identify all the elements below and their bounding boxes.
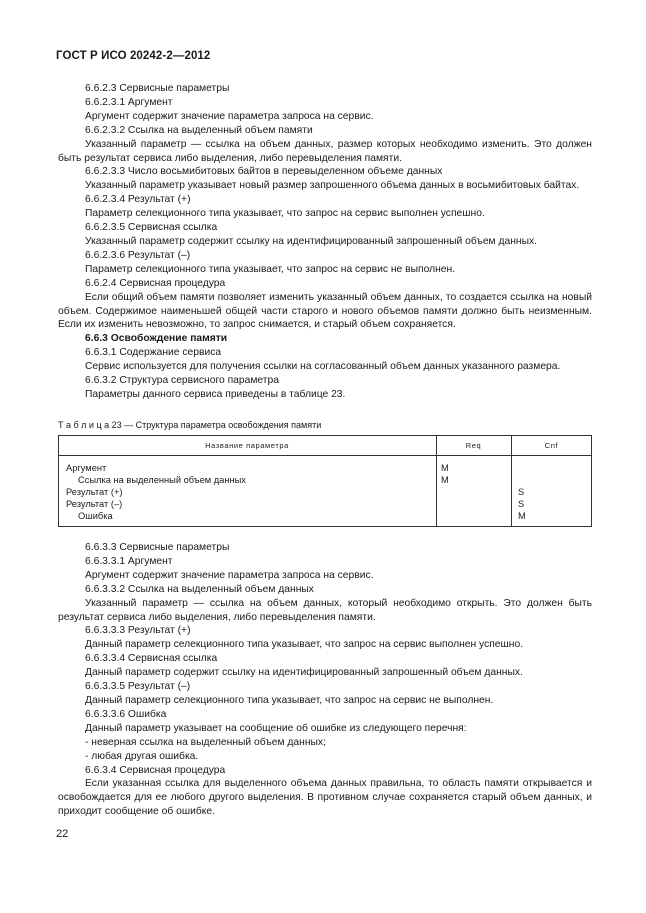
header-parameter-name: Название параметра xyxy=(59,436,437,456)
parameter-name: Результат (–) xyxy=(66,499,123,509)
paragraph: 6.6.2.3.4 Результат (+) xyxy=(85,194,191,206)
req-value xyxy=(441,486,511,498)
req-values-cell xyxy=(437,456,512,527)
paragraph: 6.6.3.3 Сервисные параметры xyxy=(85,542,230,553)
parameter-name: Ссылка на выделенный объем данных xyxy=(78,475,246,485)
header-req: Req xyxy=(437,436,512,456)
req-value: M xyxy=(441,463,449,473)
cnf-values-cell xyxy=(512,456,592,527)
req-value xyxy=(441,510,511,522)
req-value xyxy=(441,498,511,510)
paragraph: 6.6.3.3.2 Ссылка на выделенный объем данных xyxy=(85,583,314,595)
parameter-name: Результат (+) xyxy=(66,487,123,497)
paragraph: Аргумент содержит значение параметра запроса на сервис. xyxy=(85,569,374,581)
paragraph: 6.6.3.1 Содержание сервиса xyxy=(85,347,222,359)
paragraph: 6.6.2.3.1 Аргумент xyxy=(85,96,173,108)
parameter-names-cell xyxy=(59,456,437,527)
paragraph: 6.6.2.3.5 Сервисная ссылка xyxy=(85,222,218,234)
parameter-name: Аргумент xyxy=(66,463,107,473)
paragraph: - неверная ссылка на выделенный объем данных; xyxy=(85,736,326,748)
paragraph: 6.6.3.3.4 Сервисная ссылка xyxy=(85,653,218,665)
cnf-value xyxy=(518,474,591,486)
paragraph: 6.6.3.4 Сервисная процедура xyxy=(85,764,226,776)
cnf-value xyxy=(518,462,591,474)
header-cnf: Cnf xyxy=(512,436,592,456)
paragraph: Сервис используется для получения ссылки на согласованный объем данных указанного размера. xyxy=(85,361,561,373)
paragraph: 6.6.2.3 Сервисные параметры xyxy=(85,83,230,94)
paragraph: Параметры данного сервиса приведены в таблице 23. xyxy=(85,388,346,400)
table-body-row xyxy=(59,456,592,527)
paragraph: Аргумент содержит значение параметра запроса на сервис. xyxy=(85,110,374,122)
paragraph: 6.6.2.3.2 Ссылка на выделенный объем памяти xyxy=(85,124,313,136)
cnf-value: M xyxy=(518,511,526,521)
section-heading: 6.6.3 Освобождение памяти xyxy=(85,333,228,345)
paragraph: Указанный параметр содержит ссылку на идентифицированный запрошенный объем данных. xyxy=(85,235,538,247)
paragraph: Параметр селекционного типа указывает, что запрос на сервис выполнен успешно. xyxy=(85,208,485,220)
paragraph: Если указанная ссылка для выделенного объема данных правильна, то область памяти открывается и освобождается для ее любого другого выделения. В противном случае сохраняется старый объем данных, и приходит сообщение об ошибке. xyxy=(58,778,592,818)
paragraph: Указанный параметр указывает новый размер запрошенного объема данных в восьмибитовых байтах. xyxy=(85,180,580,192)
paragraph: 6.6.3.3.5 Результат (–) xyxy=(85,681,191,693)
parameter-name: Ошибка xyxy=(78,511,113,521)
paragraph: 6.6.2.3.3 Число восьмибитовых байтов в перевыделенном объеме данных xyxy=(85,166,443,178)
paragraph: Данный параметр указывает на сообщение об ошибке из следующего перечня: xyxy=(85,722,467,734)
document-header: ГОСТ Р ИСО 20242-2—2012 xyxy=(56,50,211,62)
paragraph: Указанный параметр — ссылка на объем данных, который необходимо открыть. Это должен быть результат сервиса либо выделения, либо перевыделения памяти. xyxy=(58,597,592,623)
paragraph: 6.6.2.3.6 Результат (–) xyxy=(85,249,191,261)
paragraph: Указанный параметр — ссылка на объем данных, размер которых необходимо изменить. Это должен быть результат сервиса либо выделения, либо перевыделения памяти. xyxy=(58,138,592,164)
paragraph: Данный параметр селекционного типа указывает, что запрос на сервис не выполнен. xyxy=(85,694,494,706)
paragraph: 6.6.2.4 Сервисная процедура xyxy=(85,277,226,289)
paragraph: Параметр селекционного типа указывает, что запрос на сервис не выполнен. xyxy=(85,263,456,275)
paragraph: 6.6.3.2 Структура сервисного параметра xyxy=(85,375,279,387)
page-number: 22 xyxy=(56,828,69,840)
table-caption: Т а б л и ц а 23 — Структура параметра освобождения памяти xyxy=(58,420,322,430)
paragraph: 6.6.3.3.6 Ошибка xyxy=(85,708,167,720)
table-header-row xyxy=(59,436,592,456)
parameter-table xyxy=(58,435,592,527)
section-memory-reallocation-text xyxy=(58,82,592,402)
cnf-value: S xyxy=(518,487,525,497)
req-value: M xyxy=(441,475,449,485)
section-memory-release-text xyxy=(58,541,592,819)
paragraph: 6.6.3.3.3 Результат (+) xyxy=(85,625,191,637)
paragraph: Данный параметр селекционного типа указывает, что запрос на сервис выполнен успешно. xyxy=(85,639,524,651)
cnf-value: S xyxy=(518,499,525,509)
paragraph: 6.6.3.3.1 Аргумент xyxy=(85,555,173,567)
paragraph: - любая другая ошибка. xyxy=(85,750,199,762)
paragraph: Если общий объем памяти позволяет изменить указанный объем данных, то создается ссылка на новый объем. Содержимое наименьшей общей части старого и нового объемов памяти должно быть неизменным. Если их изменить невозможно, то запрос снимается, и старый объем сохраняется. xyxy=(58,291,592,331)
paragraph: Данный параметр содержит ссылку на идентифицированный запрошенный объем данных. xyxy=(85,667,523,679)
